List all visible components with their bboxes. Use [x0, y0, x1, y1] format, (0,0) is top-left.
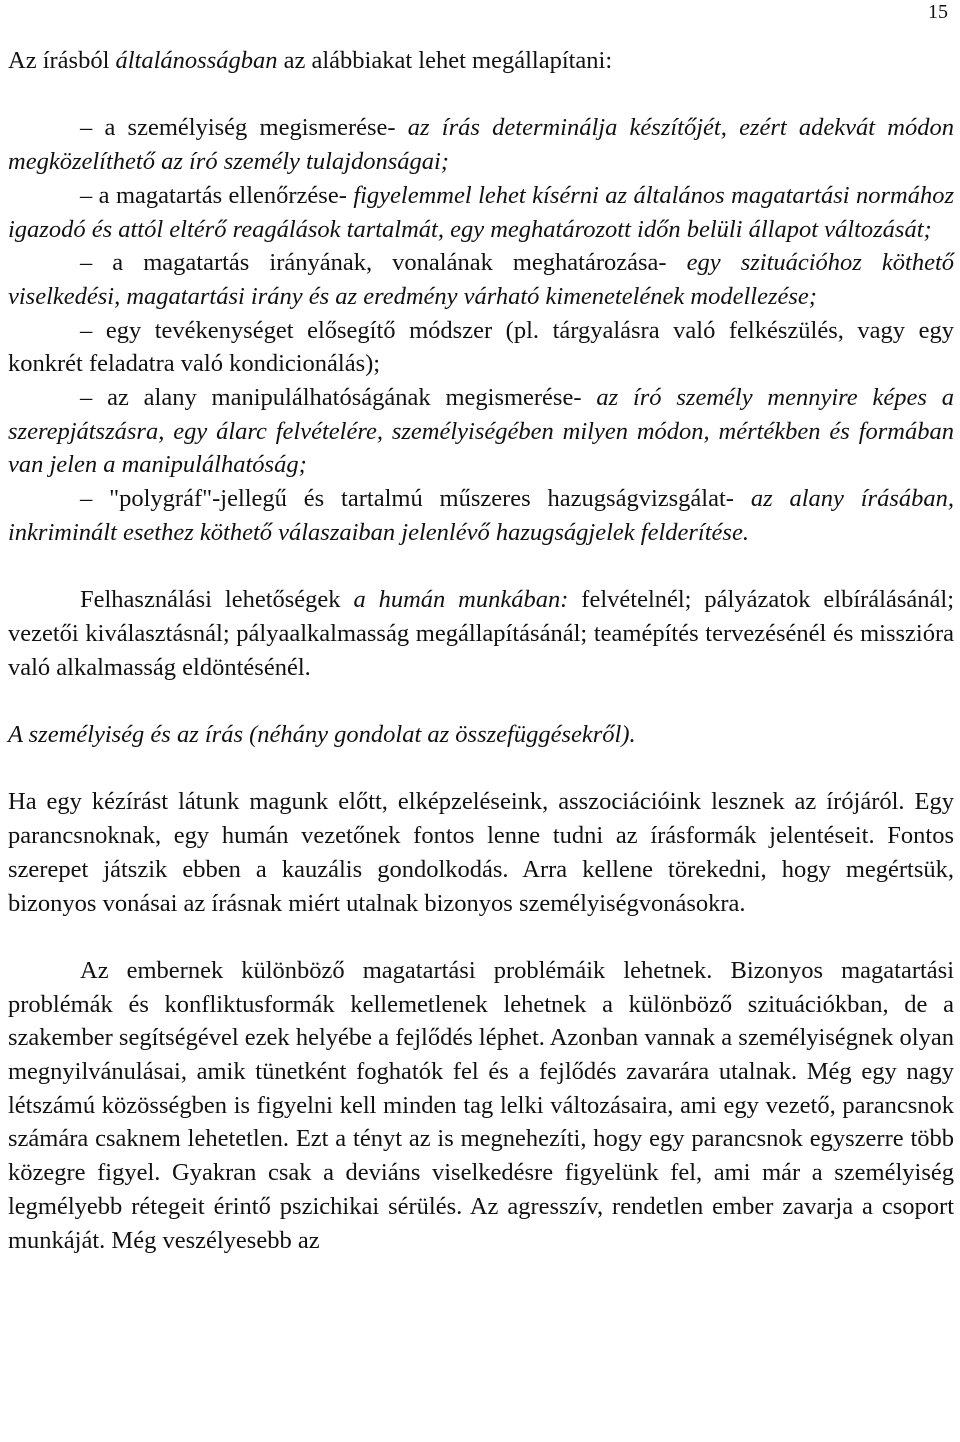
- body-paragraph-2: Az embernek különböző magatartási problémáik lehetnek. Bizonyos magatartási problémák és konfliktusformák kellemetlenek lehetnek a különböző szituációkban, de a szakember segítségével ezek helyébe a fejlődés léphet. Azonban vannak a személyiségnek olyan megnyilvánulásai, amik tünetként foghatók fel és a fejlődés zavarára utalnak. Még egy nagy létszámú közösségben is figyelni kell minden tag lelki változásaira, ami egy vezető, parancsnok számára csaknem lehetetlen. Ezt a tényt az is megnehezíti, hogy egy parancsnok egyszerre több közegre figyel. Gyakran csak a deviáns viselkedésre figyelünk fel, ami már a személyiség legmélyebb rétegeit érintő pszichikai sérülés. Az agresszív, rendetlen ember zavarja a csoport munkáját. Még veszélyesebb az: [8, 956, 954, 1254]
- section-title-text: A személyiség és az írás (néhány gondolat az összefüggésekről).: [8, 721, 636, 749]
- body-paragraph-1: Ha egy kézírást látunk magunk előtt, elképzeléseink, asszociációink lesznek az írójáról. Egy parancsnoknak, egy humán vezetőnek fontos lenne tudni az írásformák jelentéseit. Fontos szerepet játszik ebben a kauzális gondolkodás. Arra kellene törekedni, hogy megértsük, bizonyos vonásai az írásnak miért utalnak bizonyos személyiségvonásokra.: [8, 788, 954, 917]
- usage-tail: felvételnél; pályázatok elbírálásánál; vezetői kiválasztásnál; pályaalkalmasság megállapításánál; teamépítés tervezésénél és misszióra való alkalmasság eldöntésénél.: [8, 586, 954, 681]
- intro-tail: az alábbiakat lehet megállapítani:: [277, 47, 613, 74]
- list-item-emphasis: az író személy mennyire képes a szerepjátszásra, egy álarc felvételére, személyiségében milyen módon, mértékben és formában van jelen a manipulálhatóság;: [8, 384, 954, 479]
- document-body: [8, 44, 954, 1257]
- list-item-lead: – "polygráf"-jellegű és tartalmú műszeres hazugságvizsgálat-: [80, 485, 751, 513]
- list-item: [8, 381, 954, 482]
- intro-sentence: [8, 44, 954, 78]
- intro-emphasis: általánosságban: [115, 47, 278, 74]
- list-item-lead: – a magatartás ellenőrzése-: [80, 181, 354, 209]
- usage-lead: Felhasználási lehetőségek: [80, 586, 354, 614]
- list-item-lead: – az alany manipulálhatóságának megismerése-: [80, 384, 597, 412]
- list-item: [8, 179, 954, 246]
- usage-emphasis: a humán munkában:: [353, 586, 569, 614]
- list-item-lead: – egy tevékenységet elősegítő módszer (pl. tárgyalásra való felkészülés, vagy egy konkrét feladatra való kondicionálás);: [8, 316, 954, 378]
- intro-lead: Az írásból: [8, 47, 116, 74]
- list-item-emphasis: az írás determinálja készítőjét, ezért adekvát módon megközelíthető az író személy tulajdonságai;: [8, 114, 955, 176]
- section-title: [8, 718, 954, 752]
- list-item: [8, 246, 954, 313]
- usage-paragraph: [8, 583, 954, 684]
- list-item-emphasis: egy szituációhoz köthető viselkedési, magatartási irány és az eredmény várható kimenetelének modellezése;: [8, 249, 954, 310]
- list-item: [8, 111, 954, 178]
- list-item-emphasis: az alany írásában, inkriminált esethez köthető válaszaiban jelenlévő hazugságjelek felderítése.: [8, 485, 954, 546]
- list-item: [8, 314, 954, 381]
- list-item-emphasis: figyelemmel lehet kísérni az általános magatartási normához igazodó és attól eltérő reagálások tartalmát, egy meghatározott időn belüli állapot változását;: [8, 181, 954, 243]
- list-item-lead: – a személyiség megismerése-: [80, 114, 408, 142]
- list-item: [8, 482, 954, 549]
- list-item-lead: – a magatartás irányának, vonalának meghatározása-: [80, 249, 687, 277]
- page-number: 15: [928, 1, 948, 23]
